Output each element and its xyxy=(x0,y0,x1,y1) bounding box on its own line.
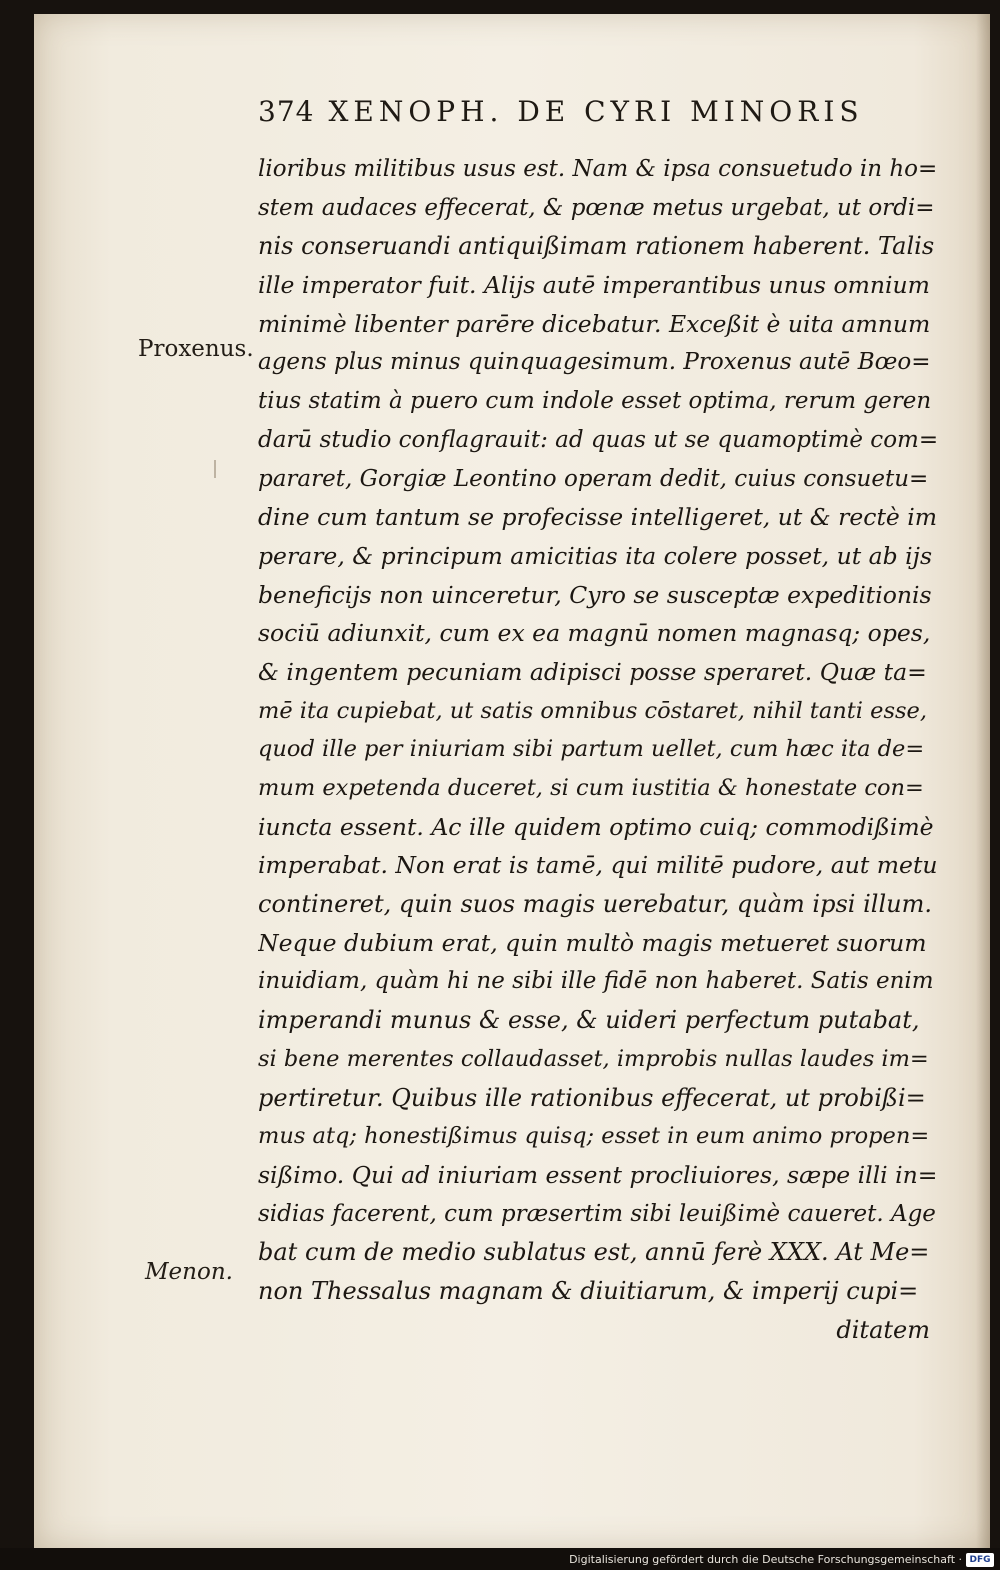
text-line: imperandi munus & esse, & uideri perfectum putabat, xyxy=(258,1006,920,1035)
text-line: stem audaces effecerat, & pœnæ metus urgebat, ut ordi= xyxy=(258,194,935,221)
text-line: quod ille per iniuriam sibi partum uellet, cum hæc ita de= xyxy=(258,736,925,763)
marginal-note-proxenus: Proxenus. xyxy=(138,336,254,362)
marginal-note-menon: Menon. xyxy=(145,1259,233,1285)
text-line: tius statim à puero cum indole esset optima, rerum geren xyxy=(258,388,932,415)
margin-tick-mark xyxy=(214,460,216,478)
text-line: perare, & principum amicitias ita colere posset, ut ab ijs xyxy=(258,541,933,570)
text-line: pertiretur. Quibus ille rationibus effecerat, ut probißi= xyxy=(258,1083,926,1112)
text-line: si bene merentes collaudasset, improbis nullas laudes im= xyxy=(258,1045,929,1072)
text-line: sociū adiunxit, cum ex ea magnū nomen magnasq; opes, xyxy=(258,619,931,648)
text-line: lioribus militibus usus est. Nam & ipsa consuetudo in ho= xyxy=(258,156,938,182)
text-line: contineret, quin suos magis uerebatur, quàm ipsi illum. xyxy=(258,890,932,919)
text-line: bat cum de medio sublatus est, annū ferè XXX. At Me= xyxy=(258,1238,930,1267)
running-head xyxy=(258,95,918,128)
text-line: imperabat. Non erat is tamē, qui militē pudore, aut metu xyxy=(258,851,938,880)
dfg-logo: DFG xyxy=(966,1553,994,1567)
text-line: mum expetenda duceret, si cum iustitia & honestate con= xyxy=(258,775,924,801)
body-text xyxy=(258,150,938,1349)
text-line: mē ita cupiebat, ut satis omnibus cōstaret, nihil tanti esse, xyxy=(258,697,928,724)
page-number: 374 xyxy=(258,95,315,128)
text-line: mus atq; honestißimus quisq; esset in eum animo propen= xyxy=(258,1123,930,1150)
page-edge-shadow xyxy=(976,14,990,1548)
text-line: agens plus minus quinquagesimum. Proxenus autē Bœo= xyxy=(258,349,931,376)
text-line: pararet, Gorgiæ Leontino operam dedit, cuius consuetu= xyxy=(258,465,929,492)
text-line: nis conseruandi antiquißimam rationem haberent. Talis xyxy=(258,232,935,261)
catchword: ditatem xyxy=(836,1315,930,1344)
text-line: darū studio conflagrauit: ad quas ut se quamoptimè com= xyxy=(258,426,938,453)
text-line: beneficijs non uinceretur, Cyro se susceptæ expeditionis xyxy=(258,580,932,609)
text-line: minimè libenter parēre dicebatur. Exceßit è uita amnum xyxy=(258,309,931,338)
digitization-credit: Digitalisierung gefördert durch die Deutsche Forschungsgemeinschaft · xyxy=(569,1553,962,1566)
text-line: inuidiam, quàm hi ne sibi ille fidē non haberet. Satis enim xyxy=(258,968,934,995)
text-line: dine cum tantum se profecisse intelligeret, ut & rectè im xyxy=(258,503,938,532)
text-line: iuncta essent. Ac ille quidem optimo cuiq; commodißimè xyxy=(258,812,934,841)
text-line: sißimo. Qui ad iniuriam essent procliuiores, sæpe illi in= xyxy=(258,1160,938,1189)
text-line: sidias facerent, cum præsertim sibi leuißimè caueret. Age xyxy=(258,1200,936,1227)
running-head-title: XENOPH. DE CYRI MINORIS xyxy=(328,95,864,128)
text-line: Neque dubium erat, quin multò magis metueret suorum xyxy=(258,928,927,957)
text-line: ille imperator fuit. Alijs autē imperantibus unus omnium xyxy=(258,271,930,300)
text-line: & ingentem pecuniam adipisci posse speraret. Quæ ta= xyxy=(258,657,927,686)
text-line: non Thessalus magnam & diuitiarum, & imperij cupi= xyxy=(258,1276,919,1305)
footer-bar xyxy=(0,1548,1000,1570)
